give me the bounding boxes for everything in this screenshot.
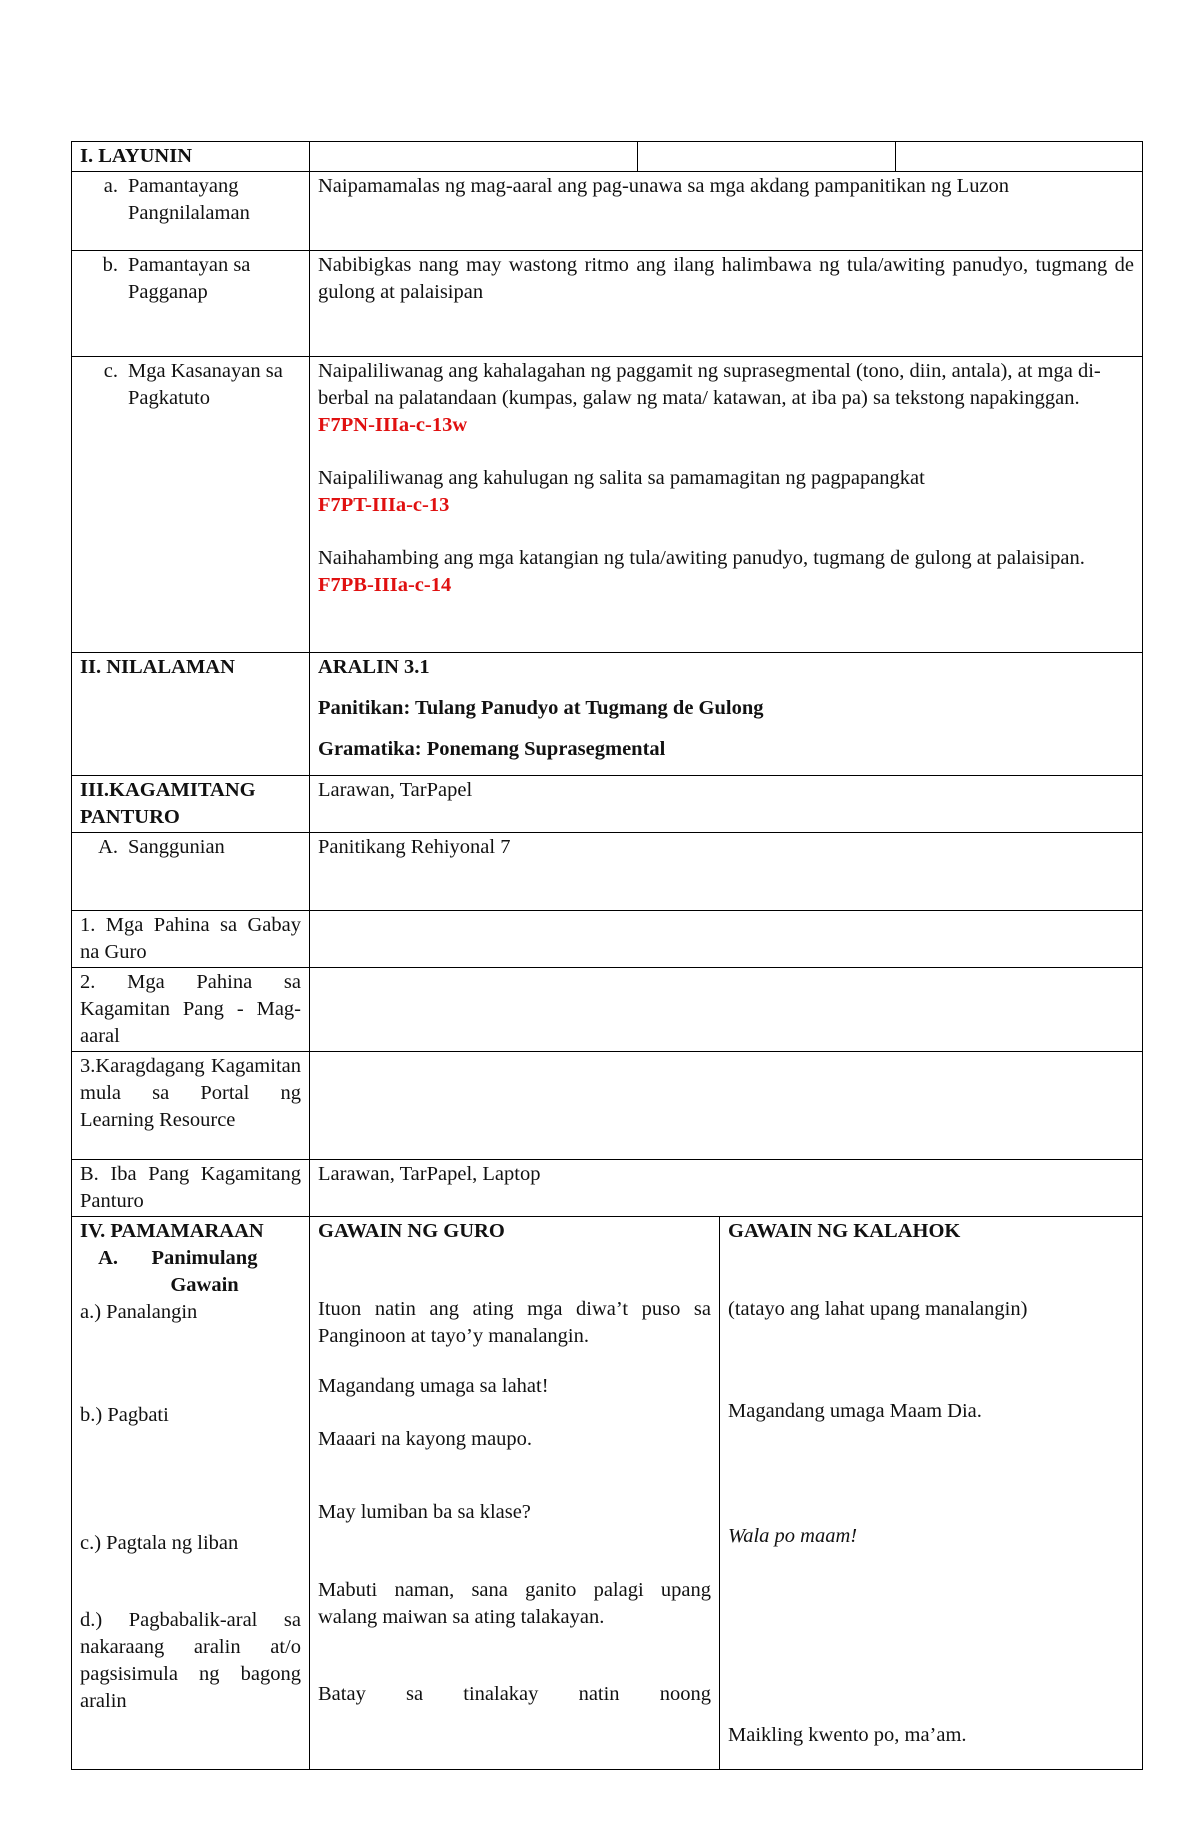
- competency-code: F7PN-IIIa-c-13w: [318, 414, 468, 436]
- kasanayan-text-3: Naihahambing ang mga katangian ng tula/awiting panudyo, tugmang de gulong at palaisipan.: [318, 547, 1085, 569]
- pamamaraan-label-cell: IV. PAMAMARAAN A. Panimulang Gawain a.) Panalangin b.) Pagbati c.) Pagtala ng liban d.) Pagbabalik-aral sa nakaraang aralin at/o pagsisimula ng bagong aralin: [72, 1217, 310, 1770]
- label-cell: c. Mga Kasanayan sa Pagkatuto: [72, 357, 310, 653]
- row-iba-pang-kagamitan: [72, 1160, 1143, 1217]
- row-nilalaman: [72, 653, 1143, 776]
- guro-panalangin: Ituon natin ang ating mga diwa’t puso sa Panginoon at tayo’y manalangin.: [318, 1298, 711, 1347]
- gawain-guro-cell: [310, 1217, 720, 1770]
- kagamitan-header: III.KAGAMITANG PANTURO: [72, 776, 310, 833]
- row-pahina-gabay: [72, 911, 1143, 968]
- layunin-header: I. LAYUNIN: [72, 142, 310, 172]
- kalahok-pagtala: Wala po maam!: [728, 1525, 858, 1547]
- pamantayan-sa-pagganap-label: Pamantayan sa Pagganap: [128, 254, 251, 303]
- row-pahina-kagamitan: [72, 968, 1143, 1052]
- competency-code: F7PT-IIIa-c-13: [318, 494, 450, 516]
- sanggunian-value: Panitikang Rehiyonal 7: [310, 833, 1143, 911]
- gawain-kalahok-header: GAWAIN NG KALAHOK: [728, 1220, 961, 1242]
- row-kagamitang-panturo: [72, 776, 1143, 833]
- pahina-gabay-label: 1. Mga Pahina sa Gabay na Guro: [72, 911, 310, 968]
- step-label: c.) Pagtala ng liban: [80, 1532, 239, 1554]
- row-kasanayan-sa-pagkatuto: [72, 357, 1143, 653]
- nilalaman-header: II. NILALAMAN: [72, 653, 310, 776]
- row-pamantayang-pangnilalaman: [72, 172, 1143, 251]
- empty-cell: [310, 968, 1143, 1052]
- gramatika-title: Gramatika: Ponemang Suprasegmental: [318, 738, 666, 760]
- step-label: a.) Panalangin: [80, 1301, 198, 1323]
- gawain-guro-header: GAWAIN NG GURO: [318, 1220, 505, 1242]
- label-cell: A. Sanggunian: [72, 833, 310, 911]
- panitikan-title: Panitikan: Tulang Panudyo at Tugmang de Gulong: [318, 697, 764, 719]
- row-sanggunian: [72, 833, 1143, 911]
- kasanayan-text-1: Naipaliliwanag ang kahalagahan ng paggamit ng suprasegmental (tono, diin, antala), at mga di-berbal na palatandaan (kumpas, galaw ng mata/ katawan, at iba pa) sa tekstong napakinggan.: [318, 360, 1101, 409]
- kagamitan-value: Larawan, TarPapel: [310, 776, 1143, 833]
- pamantayang-pangnilalaman-text: Naipamamalas ng mag-aaral ang pag-unawa sa mga akdang pampanitikan ng Luzon: [310, 172, 1143, 251]
- pahina-kagamitan-label: 2. Mga Pahina sa Kagamitan Pang - Mag-aaral: [72, 968, 310, 1052]
- row-pamantayan-sa-pagganap: [72, 251, 1143, 357]
- competency-code: F7PB-IIIa-c-14: [318, 574, 452, 596]
- iba-pang-kagamitan-label: B. Iba Pang Kagamitang Panturo: [72, 1160, 310, 1217]
- guro-pagtala: May lumiban ba sa klase?: [318, 1501, 531, 1523]
- step-label: d.) Pagbabalik-aral sa nakaraang aralin at/o pagsisimula ng bagong aralin: [80, 1609, 301, 1712]
- kalahok-panalangin: (tatayo ang lahat upang manalangin): [728, 1298, 1028, 1320]
- label-cell: a. Pamantayang Pangnilalaman: [72, 172, 310, 251]
- panimulang-gawain-label: Panimulang Gawain: [151, 1247, 258, 1296]
- kasanayan-text-2: Naipaliliwanag ang kahulugan ng salita sa pamamagitan ng pagpapangkat: [318, 467, 925, 489]
- kasanayan-cell: [310, 357, 1143, 653]
- nilalaman-cell: [310, 653, 1143, 776]
- kalahok-pagbabalik-aral: Maikling kwento po, ma’am.: [728, 1724, 967, 1746]
- pamamaraan-header: IV. PAMAMARAAN: [80, 1220, 264, 1242]
- empty-cell: [310, 911, 1143, 968]
- empty-cell: [896, 142, 1143, 172]
- guro-batay: Batay sa tinalakay natin noong: [318, 1683, 711, 1705]
- aralin-title: ARALIN 3.1: [318, 656, 430, 678]
- guro-pagbati-2: Maaari na kayong maupo.: [318, 1428, 533, 1450]
- pamantayan-sa-pagganap-text: Nabibigkas nang may wastong ritmo ang ilang halimbawa ng tula/awiting panudyo, tugmang de gulong at palaisipan: [310, 251, 1143, 357]
- karagdagang-kagamitan-label: 3.Karagdagang Kagamitan mula sa Portal ng Learning Resource: [72, 1052, 310, 1160]
- kasanayan-label: Mga Kasanayan sa Pagkatuto: [128, 360, 283, 409]
- empty-cell: [310, 142, 638, 172]
- empty-cell: [310, 1052, 1143, 1160]
- guro-pagbati: Magandang umaga sa lahat!: [318, 1375, 549, 1397]
- lesson-plan-table: [71, 141, 1143, 1770]
- row-karagdagang-kagamitan: [72, 1052, 1143, 1160]
- label-cell: b. Pamantayan sa Pagganap: [72, 251, 310, 357]
- guro-pagbabalik-aral: Mabuti naman, sana ganito palagi upang walang maiwan sa ating talakayan.: [318, 1579, 711, 1628]
- iba-pang-kagamitan-value: Larawan, TarPapel, Laptop: [310, 1160, 1143, 1217]
- empty-cell: [638, 142, 896, 172]
- pamantayang-pangnilalaman-label: Pamantayang Pangnilalaman: [128, 175, 250, 224]
- row-pamamaraan: [72, 1217, 1143, 1770]
- step-label: b.) Pagbati: [80, 1404, 169, 1426]
- lesson-plan: [71, 141, 1142, 1770]
- kalahok-pagbati: Magandang umaga Maam Dia.: [728, 1400, 982, 1422]
- row-layunin-header: [72, 142, 1143, 172]
- gawain-kalahok-cell: [720, 1217, 1143, 1770]
- sanggunian-label: Sanggunian: [128, 836, 225, 858]
